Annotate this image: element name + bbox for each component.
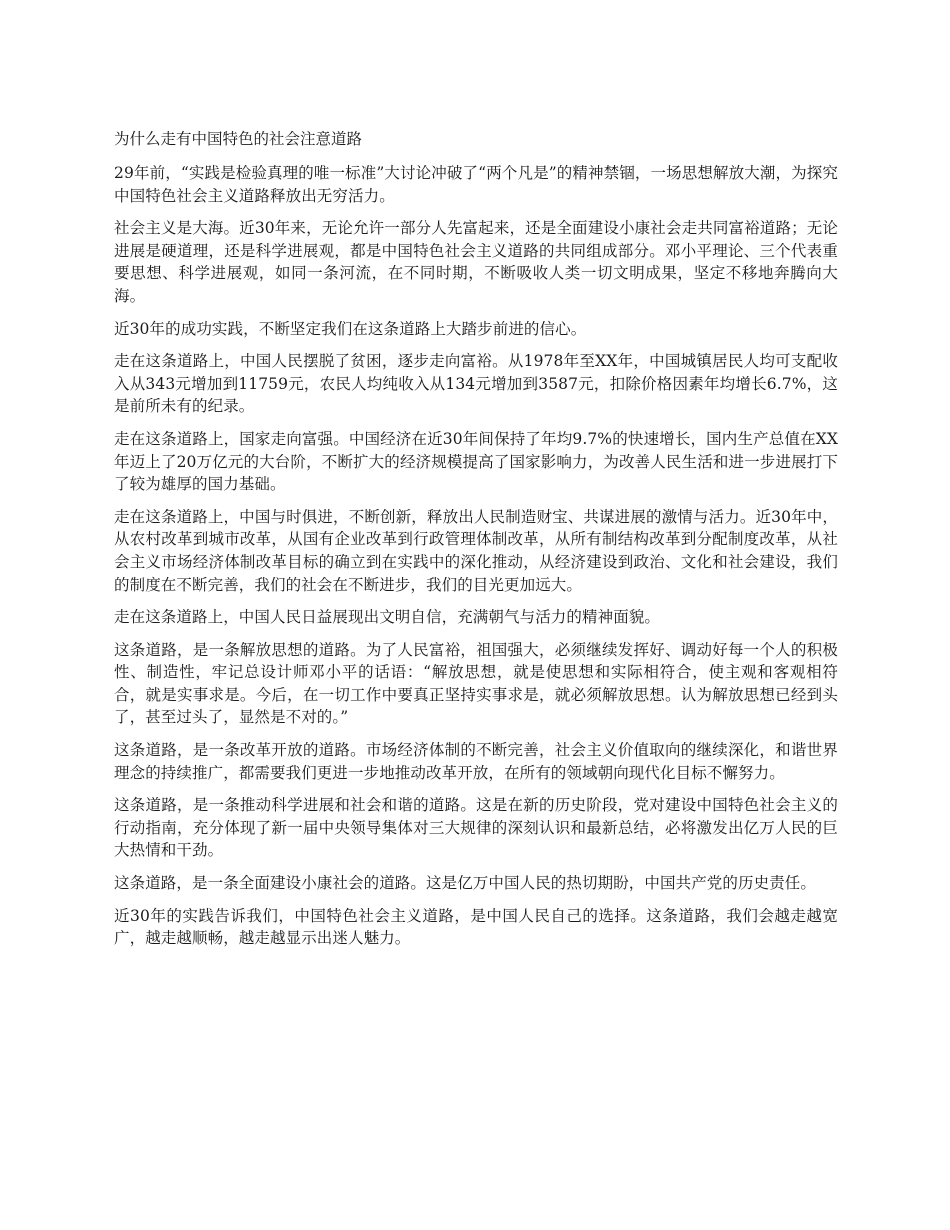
paragraph: 这条道路，是一条解放思想的道路。为了人民富裕，祖国强大，必须继续发挥好、调动好每一个人的积极性、制造性，牢记总设计师邓小平的话语：“解放思想，就是使思想和实际相符合，使主观和客观相符合，就是实事求是。今后，在一切工作中要真正坚持实事求是，就必须解放思想。认为解放思想已经到头了，甚至过头了，显然是不对的。”: [114, 640, 838, 727]
paragraph: 走在这条道路上，中国人民日益展现出文明自信，充满朝气与活力的精神面貌。: [114, 608, 661, 627]
paragraph: 近30年的成功实践，不断坚定我们在这条道路上大踏步前进的信心。: [114, 319, 587, 338]
paragraph: 走在这条道路上，国家走向富强。中国经济在近30年间保持了年均9.7%的快速增长，国内生产总值在XX年迈上了20万亿元的大台阶，不断扩大的经济规模提高了国家影响力，为改善人民生活和进一步进展打下了较为雄厚的国力基础。: [114, 429, 838, 494]
document-page: [114, 128, 838, 960]
document-title: 为什么走有中国特色的社会注意道路: [114, 130, 363, 148]
paragraph: 这条道路，是一条改革开放的道路。市场经济体制的不断完善，社会主义价值取向的继续深化，和谐世界理念的持续推广，都需要我们更进一步地推动改革开放，在所有的领域朝向现代化目标不懈努力。: [114, 741, 838, 782]
paragraph: 走在这条道路上，中国人民摆脱了贫困，逐步走向富裕。从1978年至XX年，中国城镇居民人均可支配收入从343元增加到11759元，农民人均纯收入从134元增加到3587元，扣除价格因素年均增长6.7%，这是前所未有的纪录。: [114, 352, 838, 416]
paragraph: 这条道路，是一条推动科学进展和社会和谐的道路。这是在新的历史阶段，党对建设中国特色社会主义的行动指南，充分体现了新一届中央领导集体对三大规律的深刻认识和最新总结，必将激发出亿万人民的巨大热情和干劲。: [114, 796, 838, 860]
paragraph: 近30年的实践告诉我们，中国特色社会主义道路，是中国人民自己的选择。这条道路，我们会越走越宽广，越走越顺畅，越走越显示出迷人魅力。: [114, 906, 838, 948]
paragraph: 这条道路，是一条全面建设小康社会的道路。这是亿万中国人民的热切期盼，中国共产党的历史责任。: [114, 874, 817, 893]
paragraph: 社会主义是大海。近30年来，无论允许一部分人先富起来，还是全面建设小康社会走共同富裕道路；无论进展是硬道理，还是科学进展观，都是中国特色社会主义道路的共同组成部分。邓小平理论、三个代表重要思想、科学进展观，如同一条河流，在不同时期，不断吸收人类一切文明成果，坚定不移地奔腾向大海。: [114, 219, 838, 305]
paragraph: 29年前，“实践是检验真理的唯一标准”大讨论冲破了“两个凡是”的精神禁锢，一场思想解放大潮，为探究中国特色社会主义道路释放出无穷活力。: [114, 164, 838, 205]
paragraph: 走在这条道路上，中国与时俱进，不断创新，释放出人民制造财宝、共谋进展的激情与活力。近30年中，从农村改革到城市改革，从国有企业改革到行政管理体制改革，从所有制结构改革到分配制度改革，从社会主义市场经济体制改革目标的确立到在实践中的深化推动，从经济建设到政治、文化和社会建设，我们的制度在不断完善，我们的社会在不断进步，我们的目光更加远大。: [114, 507, 838, 594]
